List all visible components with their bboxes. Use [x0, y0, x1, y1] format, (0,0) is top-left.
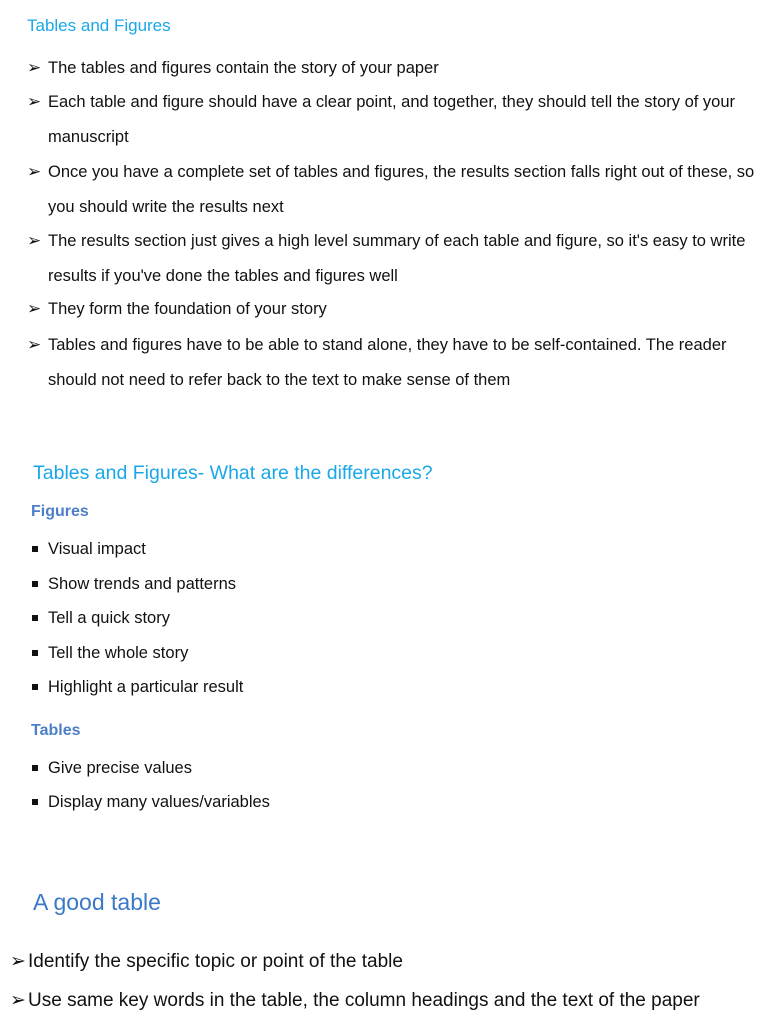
list-item-text: Use same key words in the table, the column headings and the text of the paper [28, 990, 700, 1011]
list-item-text: Tell the whole story [48, 644, 189, 662]
list-item-text: Display many values/variables [48, 793, 270, 811]
arrow-bullet-icon: ➢ [27, 162, 42, 181]
list-item-text: Visual impact [48, 540, 146, 558]
list-item [27, 328, 762, 397]
square-bullet-icon [32, 765, 38, 771]
subheading-tables: Tables [31, 722, 81, 739]
list-item [27, 155, 762, 224]
square-bullet-icon [32, 615, 38, 621]
arrow-bullet-icon: ➢ [27, 92, 42, 111]
arrow-bullet-icon: ➢ [27, 299, 42, 318]
arrow-bullet-icon: ➢ [10, 990, 26, 1011]
list-item-text: Once you have a complete set of tables and figures, the results section falls right out of these, so you should write the results next [48, 163, 755, 216]
list-item-text: Show trends and patterns [48, 575, 237, 593]
list-item-text: Identify the specific topic or point of the table [28, 951, 403, 972]
list-item [27, 292, 762, 327]
square-bullet-icon [32, 684, 38, 690]
list-item-text: Tell a quick story [48, 609, 170, 627]
arrow-bullet-icon: ➢ [27, 58, 42, 77]
list-item [27, 224, 762, 293]
square-bullet-icon [32, 799, 38, 805]
list-item-text: Tables and figures have to be able to stand alone, they have to be self-contained. The reader should not need to refer back to the text to make sense of them [48, 336, 727, 389]
arrow-bullet-icon: ➢ [27, 335, 42, 354]
section-title-tables-and-figures: Tables and Figures [27, 16, 171, 35]
list-item-text: They form the foundation of your story [48, 300, 327, 318]
section-title-differences: Tables and Figures- What are the differences? [33, 462, 433, 484]
list-item [27, 51, 762, 86]
list-item-text: The results section just gives a high level summary of each table and figure, so it's easy to write results if you've done the tables and figures well [48, 232, 746, 285]
list-item [27, 85, 762, 154]
square-bullet-icon [32, 581, 38, 587]
square-bullet-icon [32, 650, 38, 656]
section-title-a-good-table: A good table [33, 889, 161, 915]
arrow-bullet-icon: ➢ [10, 951, 26, 972]
list-item-text: Highlight a particular result [48, 678, 244, 696]
list-item-text: The tables and figures contain the story of your paper [48, 59, 439, 77]
square-bullet-icon [32, 546, 38, 552]
arrow-bullet-icon: ➢ [27, 231, 42, 250]
list-item-text: Give precise values [48, 759, 192, 777]
list-item-text: Each table and figure should have a clear point, and together, they should tell the story of your manuscript [48, 93, 736, 146]
subheading-figures: Figures [31, 503, 89, 520]
